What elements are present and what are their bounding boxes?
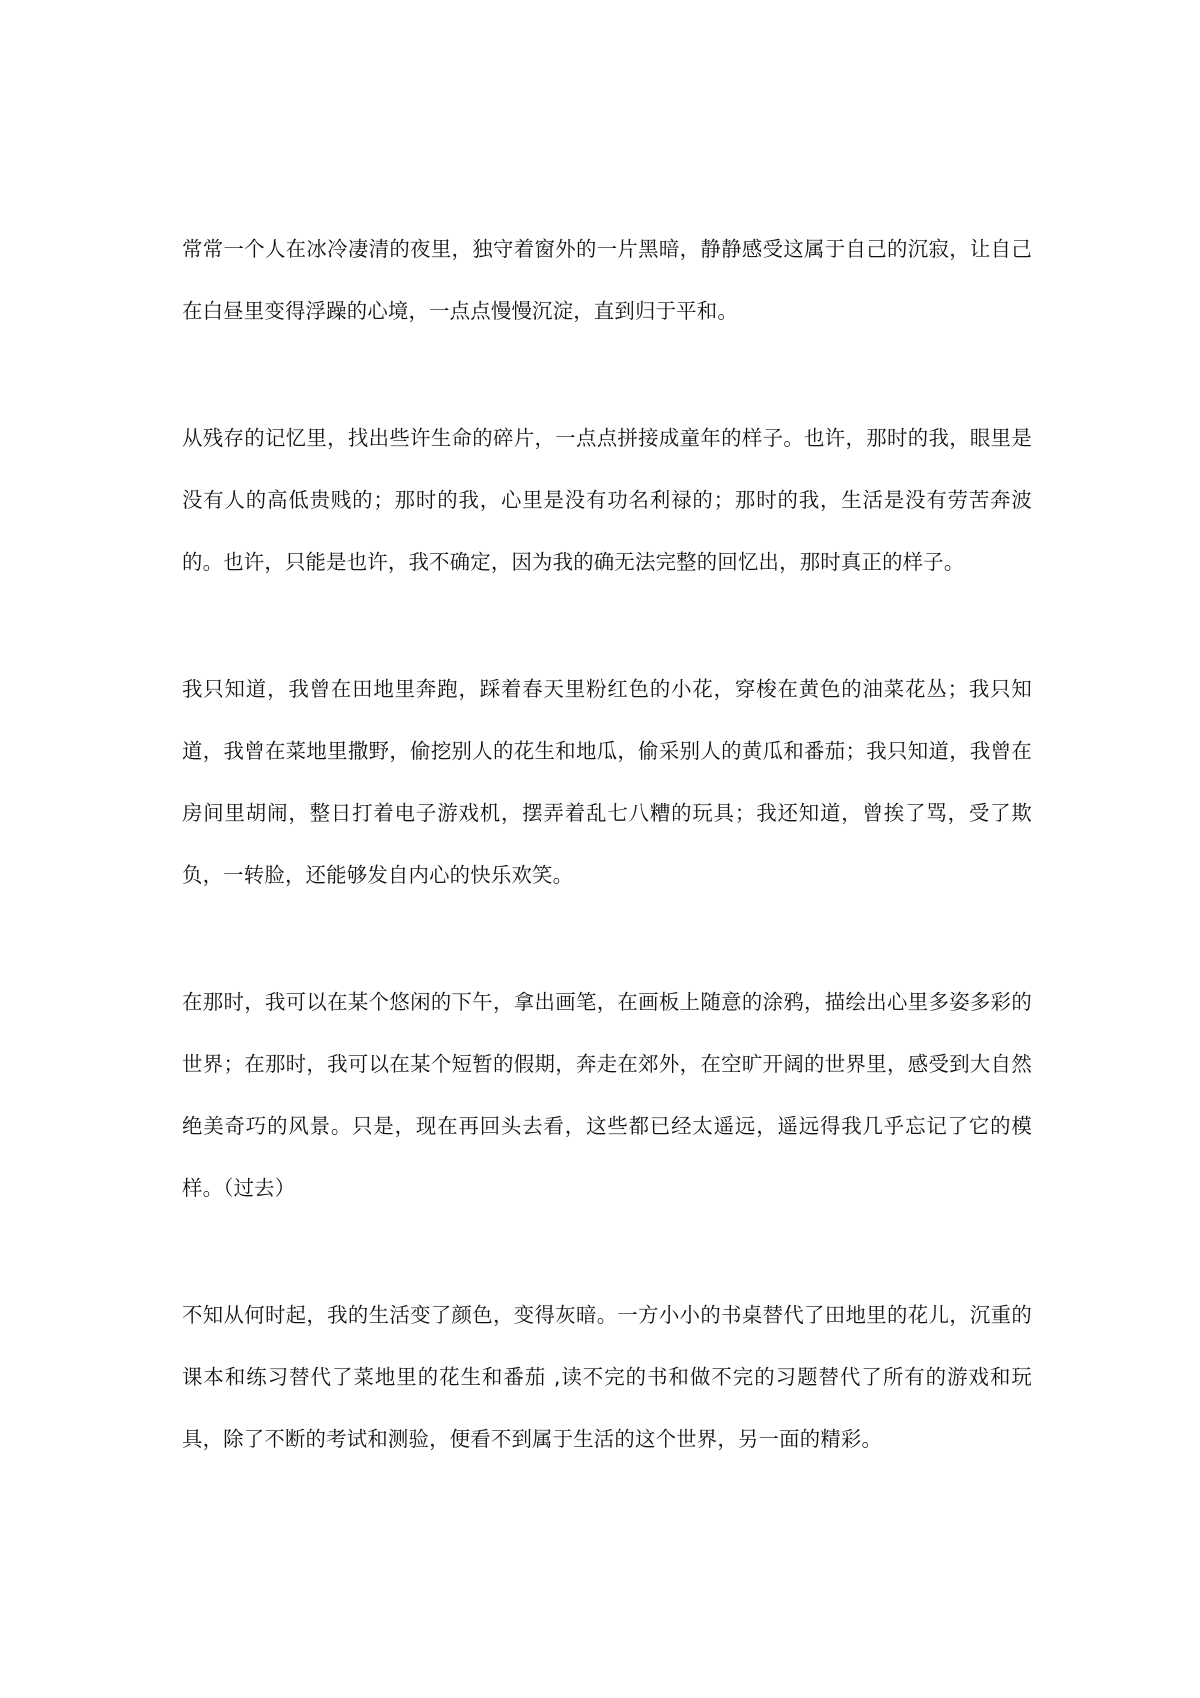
paragraph-1: 常常一个人在冰冷凄清的夜里，独守着窗外的一片黑暗，静静感受这属于自己的沉寂，让自己在白昼里变得浮躁的心境，一点点慢慢沉淀，直到归于平和。 — [182, 237, 1032, 323]
paragraph-2: 从残存的记忆里，找出些许生命的碎片，一点点拼接成童年的样子。也许，那时的我，眼里是没有人的高低贵贱的；那时的我，心里是没有功名利禄的；那时的我，生活是没有劳苦奔波的。也许，只能是也许，我不确定，因为我的确无法完整的回忆出，那时真正的样子。 — [182, 426, 1032, 574]
paragraph-5: 不知从何时起，我的生活变了颜色，变得灰暗。一方小小的书桌替代了田地里的花儿，沉重的课本和练习替代了菜地里的花生和番茄 ,读不完的书和做不完的习题替代了所有的游戏和玩具，除了不断的考试和测验，便看不到属于生活的这个世界，另一面的精彩。 — [182, 1303, 1032, 1451]
document-body — [182, 218, 1032, 1470]
paragraph-4: 在那时，我可以在某个悠闲的下午，拿出画笔，在画板上随意的涂鸦，描绘出心里多姿多彩的世界；在那时，我可以在某个短暂的假期，奔走在郊外，在空旷开阔的世界里，感受到大自然绝美奇巧的风景。只是，现在再回头去看，这些都已经太遥远，遥远得我几乎忘记了它的模样。（过去） — [182, 990, 1032, 1200]
paragraph-3: 我只知道，我曾在田地里奔跑，踩着春天里粉红色的小花，穿梭在黄色的油菜花丛；我只知道，我曾在菜地里撒野，偷挖别人的花生和地瓜，偷采别人的黄瓜和番茄；我只知道，我曾在房间里胡闹，整日打着电子游戏机，摆弄着乱七八糟的玩具；我还知道，曾挨了骂，受了欺负，一转脸，还能够发自内心的快乐欢笑。 — [182, 677, 1032, 887]
